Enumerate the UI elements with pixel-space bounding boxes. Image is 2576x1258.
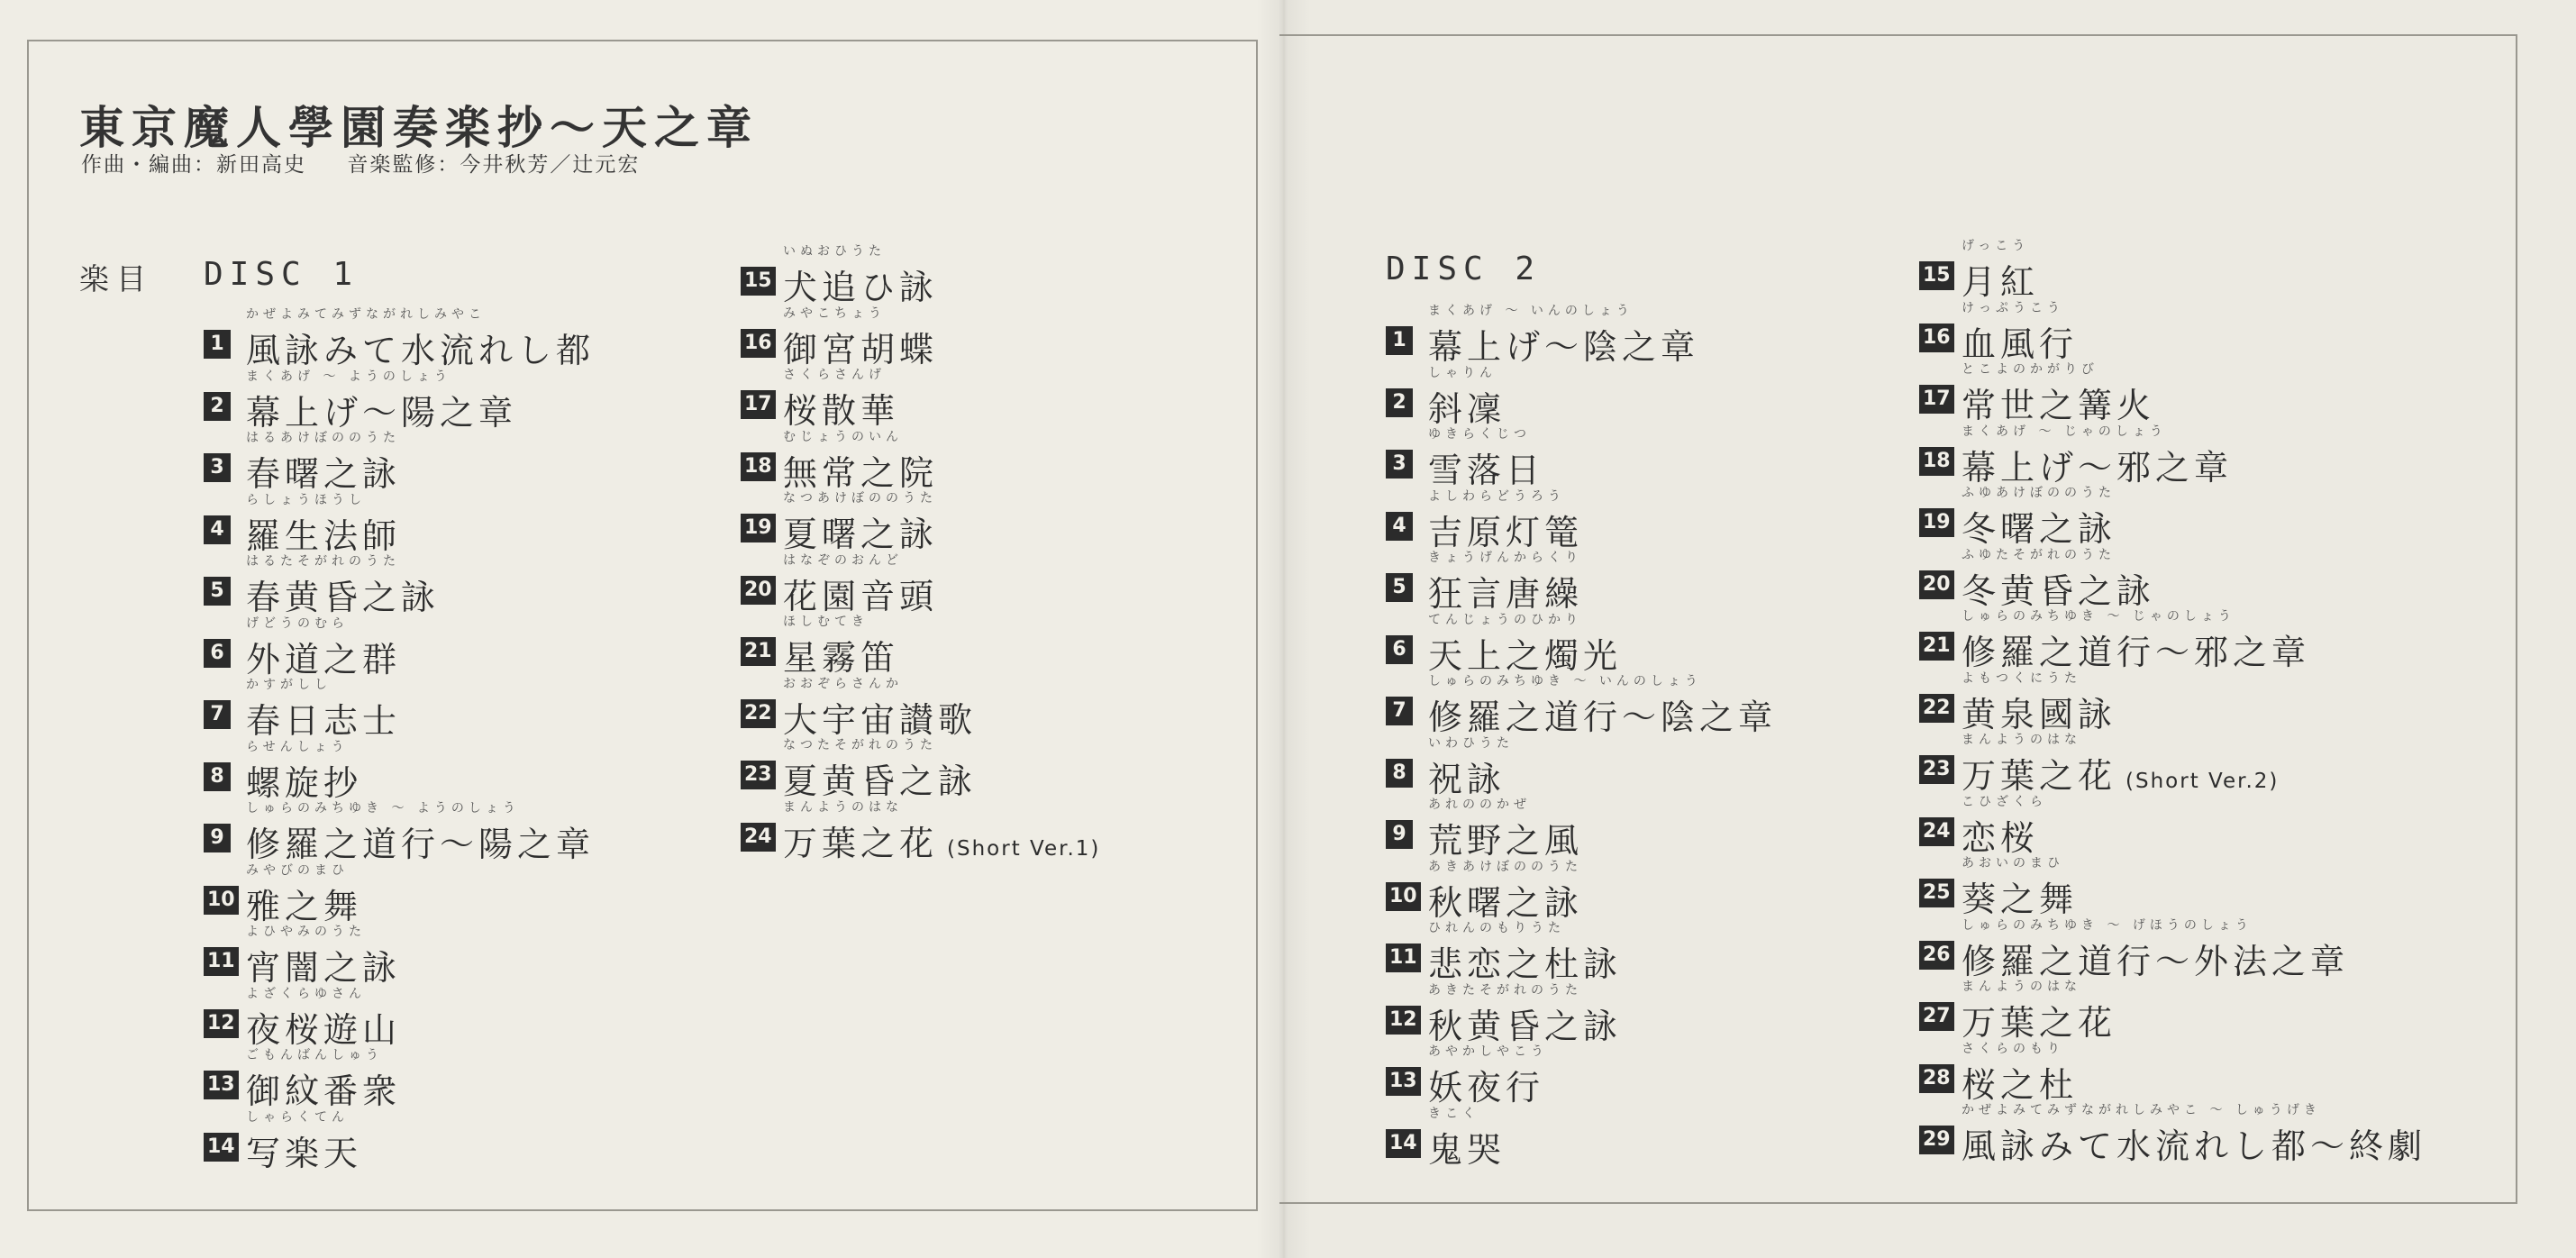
track-title [783,753,977,803]
track-reading: はるあけぼののうた [246,431,400,445]
track-title [246,816,595,866]
track-title [1428,1060,1544,1109]
track-title-text: 夜桜遊山 [246,1009,402,1050]
track-title-text: 犬追ひ詠 [783,268,939,307]
track-reading: しゃらくてん [246,1109,349,1125]
track-title [246,755,362,805]
track-number: 23 [1919,755,1954,784]
track-title-text: 悲恋之杜詠 [1428,944,1623,984]
track-number: 1 [1386,326,1413,355]
credits [81,148,640,178]
track-reading: とこよのかがりび [1962,362,2098,377]
track-number: 25 [1919,879,1954,907]
track-title [783,692,977,742]
track-reading: しゅらのみちゆき ～ じゃのしょう [1962,609,2235,624]
track-title-text: 冬黄昏之詠 [1962,570,2156,611]
track-title-text: 幕上げ～陰之章 [1428,327,1700,367]
track-number: 26 [1919,941,1954,970]
track-reading: こひざくら [1962,794,2047,809]
track-title [1962,1118,2426,1168]
track-reading: あれののかぜ [1428,798,1531,812]
track-title [1428,1122,1506,1171]
track-number: 12 [1386,1006,1421,1035]
track-title [1962,810,2039,860]
track-number: 15 [741,267,776,296]
track-title-text: 風詠みて水流れし都 [246,331,596,370]
track-reading: さくらさんげ [783,368,886,382]
track-title [1962,563,2155,613]
track-title [1428,566,1583,615]
track-title [1962,1057,2078,1107]
track-title-text: 無常之院 [783,452,939,493]
track-title [783,506,938,556]
track-title-text: 葵之舞 [1962,880,2079,919]
track-title [1428,505,1583,554]
track-title [783,383,899,433]
track-number: 8 [204,762,231,791]
track-title-text: 御宮胡蝶 [783,329,939,369]
track-reading: ふゆあけぼののうた [1962,486,2116,500]
track-number: 27 [1919,1002,1954,1031]
track-title-text: 祝詠 [1428,759,1506,799]
track-number: 7 [1386,697,1413,725]
track-title [246,570,440,619]
track-number: 6 [204,639,231,668]
track-reading: ごもんばんしゅう [246,1048,383,1062]
track-title [1962,378,2155,427]
track-number: 16 [741,329,776,358]
track-number: 18 [741,452,776,481]
track-title-text: 万葉之花 [1962,756,2117,796]
track-title [1428,936,1622,986]
track-reading: かぜよみてみずながれしみやこ [246,307,486,322]
track-reading: なつたそがれのうた [783,738,937,752]
track-number: 20 [741,576,776,605]
track-version-note: (Short Ver.1) [947,836,1101,861]
track-title-text: 血風行 [1962,324,2079,364]
track-reading: まくあげ ～ じゃのしょう [1962,424,2167,439]
track-title [783,445,938,495]
track-number: 28 [1919,1064,1954,1093]
track-reading: しゅらのみちゆき ～ いんのしょう [1428,674,1702,688]
track-title-text: 妖夜行 [1428,1068,1545,1108]
track-title-text: 修羅之道行～陰之章 [1428,697,1778,737]
track-reading: むじょうのいん [783,429,903,444]
track-title [1428,813,1583,862]
track-reading: あおいのまひ [1962,856,2064,871]
track-title-text: 万葉之花 [1962,1003,2117,1043]
track-title [246,385,517,434]
track-reading: あきたそがれのうた [1428,982,1582,998]
track-title [1428,319,1699,369]
track-title-text: 修羅之道行～陽之章 [246,825,596,864]
track-reading: おおぞらさんか [783,676,903,691]
track-number: 3 [1386,450,1413,479]
track-title [246,632,401,681]
track-title-text: 桜之杜 [1962,1064,2079,1105]
track-number: 11 [204,947,239,976]
track-reading: まくあげ ～ いんのしょう [1428,304,1634,318]
track-reading: あきあけぼののうた [1428,859,1582,874]
track-number: 9 [1386,820,1413,849]
track-number: 29 [1919,1126,1954,1154]
supervisor-credit: 音楽監修：今井秋芳／辻元宏 [347,153,641,177]
track-number: 15 [1919,261,1954,290]
track-title-text: 秋曙之詠 [1428,882,1584,923]
track-title [1428,689,1777,739]
track-title-text: 桜散華 [783,391,900,431]
track-reading: はるたそがれのうた [246,554,400,569]
track-reading: しゃりん [1428,365,1497,380]
track-number: 4 [1386,512,1413,541]
track-title [246,1063,401,1113]
track-number: 24 [1919,817,1954,846]
track-title-text: 天上之燭光 [1428,635,1623,676]
track-title [246,1126,362,1175]
track-title-text: 恋桜 [1962,817,2040,858]
track-title-text: 夏曙之詠 [783,515,939,554]
disc1-heading: DISC 1 [204,256,360,293]
track-number: 8 [1386,759,1413,788]
track-number: 21 [741,637,776,666]
track-title-text: 夏黄昏之詠 [783,761,978,801]
track-reading: ひれんのもりうた [1428,921,1565,935]
track-reading: あやかしやこう [1428,1044,1548,1059]
track-reading: げっこう [1962,239,2030,253]
track-title-text: 鬼哭 [1428,1129,1506,1170]
track-number: 22 [1919,694,1954,723]
track-title [1428,628,1622,678]
track-title [1428,442,1544,492]
track-title [246,508,401,558]
track-number: 20 [1919,570,1954,599]
track-reading: さくらのもり [1962,1041,2064,1056]
track-number: 21 [1919,632,1954,661]
track-title [246,1002,401,1052]
track-title [783,816,1100,865]
track-number: 3 [204,453,231,482]
track-title-text: 修羅之道行～外法之章 [1962,941,2350,981]
track-title [1962,687,2116,736]
track-title-text: 月紅 [1962,262,2040,302]
track-reading: まんようのはな [783,799,903,815]
track-number: 22 [741,699,776,728]
disc2-heading: DISC 2 [1386,251,1542,287]
track-title-text: 万葉之花 [783,823,939,863]
track-title [246,693,401,743]
track-title-text: 春黄昏之詠 [246,578,441,617]
track-title [783,569,938,618]
track-reading: よしわらどうろう [1428,488,1565,504]
track-title [1962,316,2078,366]
track-reading: てんじょうのひかり [1428,612,1582,627]
track-title [1428,381,1506,431]
track-title-text: 常世之篝火 [1962,386,2156,425]
track-number: 10 [204,886,239,915]
track-title [783,630,899,679]
track-title [1962,254,2039,304]
track-reading: みやびのまひ [246,862,349,878]
track-title-text: 風詠みて水流れし都～終劇 [1962,1126,2427,1166]
track-reading: はなぞのおんど [783,552,903,568]
composer-credit: 作曲・編曲：新田高史 [81,153,306,177]
track-number: 16 [1919,324,1954,352]
track-title-text: 春日志士 [246,701,402,741]
track-reading: らせんしょう [246,739,349,754]
track-title-text: 宵闇之詠 [246,948,402,988]
track-number: 23 [741,761,776,789]
track-title-text: 黄泉國詠 [1962,694,2117,734]
track-title-text: 外道之群 [246,639,402,679]
track-reading: らしょうほうし [246,492,366,507]
track-number: 17 [1919,385,1954,414]
track-reading: なつあけぼののうた [783,491,937,506]
track-title-text: 幕上げ～邪之章 [1962,447,2234,488]
track-title-text: 花園音頭 [783,576,939,616]
track-number: 24 [741,823,776,852]
track-title [246,879,362,928]
track-number: 6 [1386,635,1413,664]
track-reading: かすがしし [246,678,332,692]
track-title-text: 狂言唐繰 [1428,574,1584,614]
track-reading: かぜよみてみずながれしみやこ ～ しゅうげき [1962,1103,2321,1117]
track-reading: きこく [1428,1106,1479,1121]
track-number: 5 [1386,573,1413,602]
track-title [783,260,938,309]
track-reading: きょうげんからくり [1428,551,1582,565]
track-title-text: 星霧笛 [783,638,900,678]
track-reading: けっぷうこう [1962,300,2064,315]
track-title [1962,995,2116,1044]
track-number: 9 [204,824,231,852]
album-title: 東京魔人學園奏楽抄～天之章 [79,102,759,154]
track-title-text: 雪落日 [1428,451,1545,490]
track-title-text: 荒野之風 [1428,821,1584,861]
track-reading: まんようのはな [1962,733,2081,747]
track-title [1962,748,2279,798]
track-title [246,323,595,372]
track-number: 14 [1386,1129,1421,1158]
track-title-text: 大宇宙讃歌 [783,699,978,740]
track-reading: まんようのはな [1962,980,2081,994]
track-number: 18 [1919,447,1954,476]
track-title-text: 吉原灯篭 [1428,512,1584,552]
track-reading: げどうのむら [246,615,349,631]
track-number: 14 [204,1133,239,1162]
track-title-text: 冬曙之詠 [1962,509,2117,549]
track-number: 4 [204,515,231,544]
track-number: 5 [204,577,231,606]
track-title [1962,501,2116,551]
track-reading: よざくらゆさん [246,986,366,1001]
track-title-text: 秋黄昏之詠 [1428,1006,1623,1046]
tracklist-label: 楽目 [79,261,153,296]
track-reading: いわひうた [1428,735,1514,751]
track-title [1428,875,1583,925]
track-title [1962,440,2233,489]
track-number: 19 [741,514,776,542]
track-title [246,446,401,496]
track-reading: ゆきらくじつ [1428,427,1531,442]
track-number: 19 [1919,508,1954,537]
track-title [1428,752,1506,801]
track-title-text: 春曙之詠 [246,454,402,494]
track-version-note: (Short Ver.2) [2125,770,2280,793]
track-number: 1 [204,330,231,359]
track-reading: しゅらのみちゆき ～ ようのしょう [246,801,520,816]
track-reading: しゅらのみちゆき ～ げほうのしょう [1962,917,2253,933]
track-reading: ほしむてき [783,615,869,629]
track-title-text: 御紋番衆 [246,1071,402,1111]
track-reading: いぬおひうた [783,244,886,259]
track-number: 7 [204,700,231,729]
track-reading: よもつくにうた [1962,670,2081,686]
track-title-text: 修羅之道行～邪之章 [1962,633,2311,672]
track-number: 12 [204,1009,239,1038]
track-title-text: 雅之舞 [246,886,363,926]
track-title [1962,624,2310,674]
track-number: 10 [1386,882,1421,911]
track-title [246,940,401,989]
track-title-text: 螺旋抄 [246,762,363,803]
track-title [1428,998,1622,1048]
track-number: 2 [1386,388,1413,417]
track-number: 13 [1386,1067,1421,1096]
track-title-text: 幕上げ～陽之章 [246,392,518,433]
track-reading: ふゆたそがれのうた [1962,547,2116,562]
track-title [1962,934,2349,983]
track-title-text: 写楽天 [246,1133,363,1173]
track-number: 2 [204,392,231,421]
track-title [783,322,938,371]
track-number: 17 [741,390,776,419]
track-reading: みやこちょう [783,305,886,321]
track-title [1962,871,2078,921]
track-reading: まくあげ ～ ようのしょう [246,369,451,384]
track-reading: よひやみのうた [246,925,366,939]
track-title-text: 斜凜 [1428,388,1506,429]
track-number: 13 [204,1071,239,1099]
track-title-text: 羅生法師 [246,515,402,556]
track-number: 11 [1386,944,1421,972]
